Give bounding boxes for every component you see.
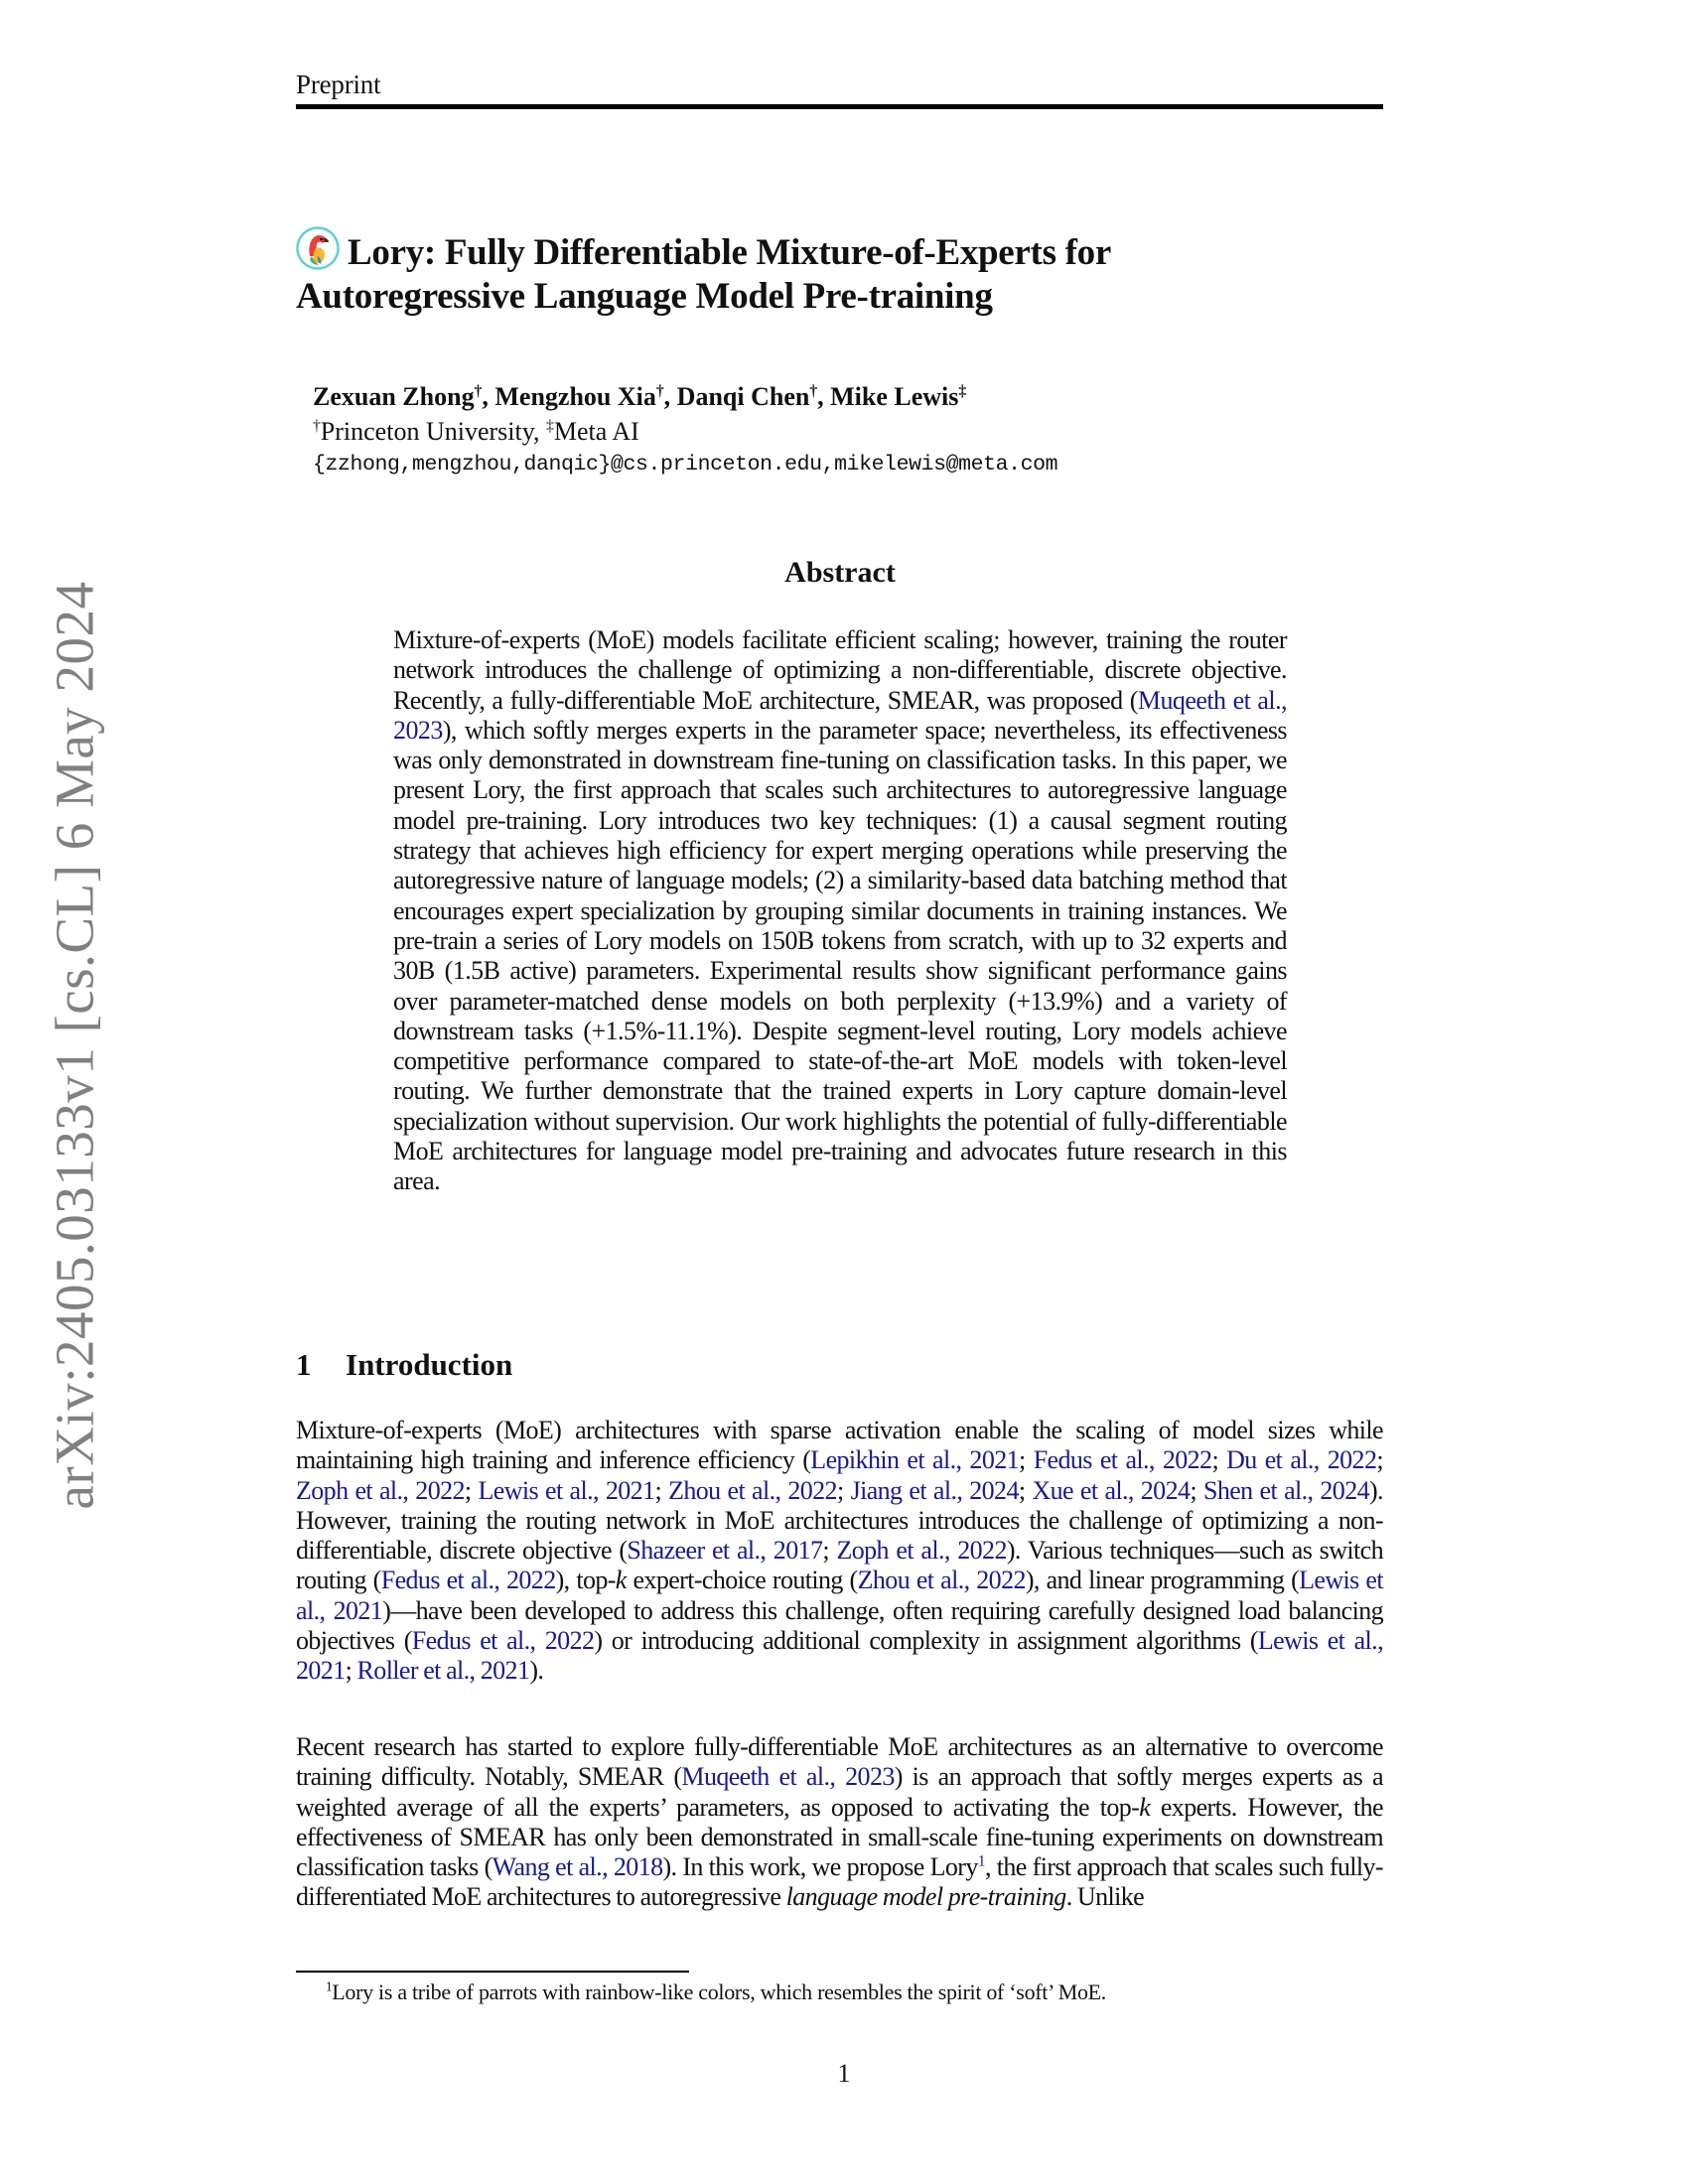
abstract-text-segment: Mixture-of-experts (MoE) models facilitate efficient scaling; however, training the router network introduces the challenge of optimizing a non-differentiable, discrete objective. Recently, a fully-differentiable MoE architecture, SMEAR, was proposed ( bbox=[393, 625, 1287, 715]
footnote-text: Lory is a tribe of parrots with rainbow-like colors, which resembles the spirit of ‘soft’ MoE. bbox=[332, 1979, 1106, 2004]
citation-separator: ; bbox=[1211, 1445, 1227, 1475]
text-segment: ). However, training the routing network in MoE architectures introduces the challenge of optimizing a non-differentiable, discrete objective ( bbox=[296, 1475, 1383, 1566]
citation-link[interactable]: Muqeeth et al., 2023 bbox=[393, 685, 1287, 745]
citation-link[interactable]: Du et al., 2022 bbox=[1226, 1445, 1377, 1475]
affiliation-mark: ‡ bbox=[958, 382, 967, 400]
citation-link[interactable]: Lewis et al., 2021 bbox=[296, 1566, 1383, 1625]
citation-separator: ; bbox=[822, 1536, 837, 1566]
citation-link[interactable]: Zhou et al., 2022 bbox=[857, 1566, 1026, 1595]
affiliation-mark: † bbox=[313, 417, 321, 435]
emphasized-text: language model pre-training bbox=[785, 1882, 1066, 1912]
abstract-text-segment: ), which softly merges experts in the parameter space; nevertheless, its effectiveness was only demonstrated in downstream fine-tuning on classification tasks. In this paper, we present Lory, the first approach that scales such architectures to autoregressive language model pre-training. Lory introduces two key techniques: (1) a causal segment routing strategy that achieves high efficiency for expert merging operations while preserving the autoregressive nature of language models; (2) a similarity-based data batching method that encourages expert specialization by grouping similar documents in training instances. We pre-train a series of Lory models on 150B tokens from scratch, with up to 32 experts and 30B (1.5B active) parameters. Experimental results show significant performance gains over parameter-matched dense models on both perplexity (+13.9%) and a variety of downstream tasks (+1.5%-11.1%). Despite segment-level routing, Lory models achieve competitive performance compared to state-of-the-art MoE models with token-level routing. We further demonstrate that the trained experts in Lory capture domain-level specialization without supervision. Our work highlights the potential of fully-differentiable MoE architectures for language model pre-training and advocates future research in this area. bbox=[393, 715, 1287, 1196]
abstract-heading: Abstract bbox=[784, 556, 896, 589]
text-segment: )—have been developed to address this challenge, often requiring carefully designed load balancing objectives ( bbox=[296, 1595, 1384, 1656]
text-segment: ), top- bbox=[555, 1566, 616, 1595]
author-list bbox=[313, 381, 966, 413]
citation-link[interactable]: Zhou et al., 2022 bbox=[668, 1475, 837, 1505]
intro-paragraph-1 bbox=[296, 1416, 1383, 1687]
citation-link[interactable]: Lewis et al., 2021 bbox=[478, 1475, 655, 1505]
citation-separator: ; bbox=[1019, 1445, 1034, 1475]
citation-separator: ; bbox=[1018, 1475, 1033, 1505]
author-separator: , bbox=[663, 382, 677, 411]
author-name: Zexuan Zhong bbox=[313, 382, 475, 411]
affiliation-mark: † bbox=[809, 382, 818, 400]
footnote-mark: 1 bbox=[326, 1979, 333, 1994]
citation-link[interactable]: Wang et al., 2018 bbox=[492, 1852, 663, 1882]
citation-link[interactable]: Xue et al., 2024 bbox=[1032, 1475, 1191, 1505]
abstract-text bbox=[393, 625, 1287, 1197]
citation-separator: ; bbox=[1190, 1475, 1203, 1505]
author-separator: , bbox=[482, 382, 495, 411]
author-name: Mike Lewis bbox=[830, 382, 959, 411]
title-line-1: Lory: Fully Differentiable Mixture-of-Experts for bbox=[348, 232, 1111, 273]
footnote-link[interactable]: 1 bbox=[977, 1852, 985, 1870]
text-segment: Recent research has started to explore fully-differentiable MoE architectures as an alternative to overcome training difficulty. Notably, SMEAR ( bbox=[296, 1732, 1383, 1792]
text-segment: expert-choice routing ( bbox=[626, 1566, 858, 1595]
section-number: 1 bbox=[296, 1347, 312, 1382]
paper-title bbox=[296, 226, 1388, 319]
citation-separator: ; bbox=[464, 1475, 479, 1505]
citation-link[interactable]: Muqeeth et al., 2023 bbox=[681, 1762, 895, 1792]
text-segment: experts. However, the effectiveness of SMEAR has only been demonstrated in small-scale fine-tuning experiments on downstream classification tasks ( bbox=[296, 1792, 1383, 1882]
arxiv-identifier[interactable]: arXiv:2405.03133v1 [cs.CL] 6 May 2024 bbox=[44, 581, 105, 1510]
intro-paragraph-2 bbox=[296, 1732, 1383, 1913]
affiliation-mark: † bbox=[474, 382, 483, 400]
text-segment: , the first approach that scales such fully-differentiated MoE architectures to autoregressive bbox=[296, 1852, 1383, 1912]
author-separator: , bbox=[817, 382, 831, 411]
math-variable-k: k bbox=[615, 1566, 627, 1595]
section-heading-introduction bbox=[296, 1347, 512, 1383]
affiliation-name: Princeton University bbox=[320, 417, 534, 446]
text-segment: ) is an approach that softly merges experts as a weighted average of all the experts’ parameters, as opposed to activating the top- bbox=[296, 1762, 1383, 1822]
citation-link[interactable]: Jiang et al., 2024 bbox=[850, 1475, 1019, 1505]
citation-link[interactable]: Fedus et al., 2022 bbox=[411, 1626, 595, 1656]
parrot-logo-icon bbox=[296, 226, 340, 270]
affiliation-mark: † bbox=[655, 382, 664, 400]
running-head: Preprint bbox=[296, 69, 381, 99]
citation-separator: ; bbox=[1376, 1445, 1383, 1475]
author-name: Mengzhou Xia bbox=[494, 382, 656, 411]
page-number: 1 bbox=[837, 2059, 851, 2088]
citation-link[interactable]: Lewis et al., 2021 bbox=[296, 1626, 1383, 1686]
author-name: Danqi Chen bbox=[676, 382, 810, 411]
citation-link[interactable]: Zoph et al., 2022 bbox=[836, 1536, 1007, 1566]
title-line-2: Autoregressive Language Model Pre-training bbox=[296, 276, 993, 317]
text-segment: ). In this work, we propose Lory bbox=[662, 1852, 978, 1882]
affiliations bbox=[313, 416, 639, 448]
citation-link[interactable]: Fedus et al., 2022 bbox=[1033, 1445, 1212, 1475]
text-segment: ) or introducing additional complexity in assignment algorithms ( bbox=[594, 1626, 1258, 1656]
author-emails[interactable]: {zzhong,mengzhou,danqic}@cs.princeton.edu,mikelewis@meta.com bbox=[313, 453, 1058, 477]
math-variable-k: k bbox=[1139, 1792, 1151, 1822]
citation-separator: ; bbox=[836, 1475, 851, 1505]
citation-link[interactable]: Shen et al., 2024 bbox=[1202, 1475, 1369, 1505]
text-segment: ). Various techniques—such as switch routing ( bbox=[296, 1536, 1383, 1595]
text-segment: Mixture-of-experts (MoE) architectures with sparse activation enable the scaling of model sizes while maintaining high training and inference efficiency ( bbox=[296, 1416, 1383, 1475]
footnote-rule bbox=[296, 1971, 689, 1973]
header-rule bbox=[296, 104, 1383, 109]
affiliation-mark: ‡ bbox=[546, 417, 554, 435]
citation-link[interactable]: Roller et al., 2021 bbox=[356, 1656, 530, 1686]
citation-separator: ; bbox=[345, 1656, 357, 1686]
text-segment: ). bbox=[529, 1656, 544, 1686]
section-title: Introduction bbox=[346, 1347, 513, 1382]
affiliation-separator: , bbox=[533, 417, 547, 446]
citation-link[interactable]: Lepikhin et al., 2021 bbox=[810, 1445, 1020, 1475]
text-segment: ), and linear programming ( bbox=[1025, 1566, 1300, 1595]
citation-link[interactable]: Shazeer et al., 2017 bbox=[627, 1536, 823, 1566]
citation-link[interactable]: Fedus et al., 2022 bbox=[380, 1566, 556, 1595]
text-segment: . Unlike bbox=[1065, 1882, 1145, 1912]
citation-separator: ; bbox=[654, 1475, 669, 1505]
affiliation-name: Meta AI bbox=[553, 417, 639, 446]
footnote bbox=[326, 1979, 1106, 2006]
citation-link[interactable]: Zoph et al., 2022 bbox=[296, 1475, 465, 1505]
